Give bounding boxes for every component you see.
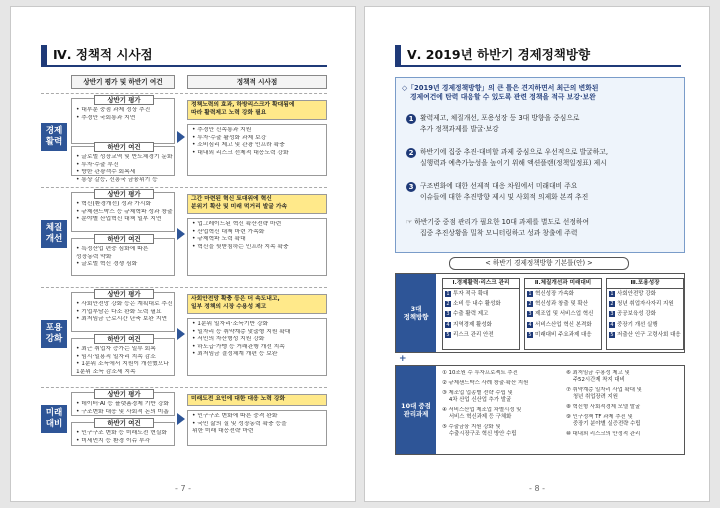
item-number-icon: 4 bbox=[610, 321, 614, 328]
direction-item bbox=[525, 320, 601, 330]
direction-column bbox=[524, 278, 602, 350]
direction-item bbox=[607, 309, 683, 319]
direction-item-text: 미래대비 주요과제 대응 bbox=[535, 331, 592, 338]
outlook-line: • 인구구조 변화 등 미래도전 현실화 bbox=[76, 430, 168, 436]
right-page-number: - 8 - bbox=[529, 484, 545, 493]
evaluation-line: • 최저임금 근로시간 단축 보완 지연 bbox=[76, 316, 168, 323]
core-tasks-right bbox=[566, 370, 684, 454]
core-tasks-left bbox=[442, 370, 562, 454]
implication-box bbox=[187, 318, 327, 376]
core-task-item: ③ 제조업 업종별 전략 수립 및 4차 산업 신산업 추가 발굴 bbox=[442, 390, 513, 403]
item-number-icon: 5 bbox=[446, 331, 450, 338]
implication-line: • 투자·수출 활성화 과제 보강 bbox=[192, 134, 267, 141]
policy-row bbox=[41, 387, 327, 449]
evaluation-line: • 기업부담은 다소 완화 노력 필요 bbox=[76, 308, 162, 315]
core-task-item: ④ 서비스산업 제조업 차별시정 및 서비스 혁신과제 등 구체화 bbox=[442, 407, 522, 420]
core-task-item: ⑥ 최저임금 수용성 제고 및 주52시간제 착지 대비 bbox=[566, 370, 630, 383]
implication-line: • 최저임금 결정체계 개편 등 보완 bbox=[192, 351, 278, 358]
direction-column-header: Ⅲ.포용성장 bbox=[607, 279, 683, 289]
core-task-item: ⑧ 혁신형 사회적경제 모델 발굴 bbox=[566, 404, 641, 410]
core-task-item: ⑤ 수출금융 지원 강화 및 수출시장구조 혁신 방안 수립 bbox=[442, 424, 517, 437]
implication-line: • 1분위 일자리·소득기반 강화 bbox=[192, 321, 269, 327]
outlook-line: • 1분위 소득에서 지원이 개선했으나 bbox=[76, 361, 169, 368]
implication-line: • 일자리 등 취약계층 맞춤형 지원 확대 bbox=[192, 328, 290, 335]
item-number-icon: 5 bbox=[528, 331, 532, 338]
core-tasks-label bbox=[396, 366, 436, 454]
row-label: 체질 개선 bbox=[41, 220, 67, 248]
direction-item-text: 제조업 및 서비스업 혁신 bbox=[535, 311, 594, 318]
outlook-line: • 임시·일용직 일자리 지속 감소 bbox=[76, 353, 156, 360]
implication-line: • 대내외 리스크 선제적 대응노력 강화 bbox=[192, 149, 289, 156]
direction-item bbox=[525, 330, 601, 340]
arrow-icon bbox=[177, 328, 185, 340]
implication-line: • 산업혁신 대책 마련 가속화 bbox=[192, 228, 265, 235]
header-accent-bar bbox=[41, 45, 47, 65]
implication-line: • 서민의 자산형성 지원 강화 bbox=[192, 336, 265, 343]
right-section-title: Ⅴ. 2019년 하반기 경제정책방향 bbox=[407, 47, 591, 62]
row-label: 경제 활력 bbox=[41, 123, 67, 151]
implication-line: • 업그레이드된 혁신 확산전략 마련 bbox=[192, 221, 282, 227]
outlook-line: 1분위 소득 감소세 지속 bbox=[76, 368, 136, 375]
core-task-item: ① 10조원 수 투자프로젝트 추진 bbox=[442, 370, 518, 376]
outlook-line: • 통상 갈등, 신흥국 금융위기 등 bbox=[76, 176, 158, 183]
item-number-icon: 1 bbox=[528, 291, 532, 297]
direction-item-text: 지역경제 활성화 bbox=[453, 321, 492, 328]
framework-title: < 하반기 경제정책방향 기본틀(안) > bbox=[449, 257, 629, 270]
evaluation-line: • 데이터·AI 등 플랫폼경제 기반 강화 bbox=[76, 401, 169, 407]
intro-line-2: 경제여건에 탄력 대응할 수 있도록 관련 정책을 적극 보강·보완 bbox=[410, 93, 596, 101]
core-task-item: ⑨ 인구정책 TF 과제 추진 및 중장기 분야별 실증전략 수립 bbox=[566, 414, 641, 427]
direction-column-header: Ⅱ.체질개선과 미래대비 bbox=[525, 279, 601, 289]
implication-line: • 규제혁파 노력 확대 bbox=[192, 236, 246, 243]
direction-item bbox=[607, 289, 683, 299]
evaluation-lines bbox=[76, 401, 174, 416]
point-2-line-2: 실행력과 예측가능성을 높이기 위해 액션플랜(정책일정표) 제시 bbox=[420, 159, 607, 167]
outlook-lines bbox=[76, 346, 174, 376]
policy-row bbox=[41, 187, 327, 279]
row-label: 미래 대비 bbox=[41, 405, 67, 433]
implication-box bbox=[187, 218, 327, 276]
highlight-line: 사회안전망 확충 등은 더 속도내고, bbox=[191, 296, 280, 302]
outlook-title: 하반기 여건 bbox=[94, 234, 154, 244]
evaluation-line: • 혁신(환경개선) 성과 가시화 bbox=[76, 201, 152, 207]
direction-item bbox=[443, 289, 519, 299]
directions-label-text: 3대 정책방향 bbox=[403, 304, 429, 321]
three-directions-box bbox=[395, 273, 685, 353]
outlook-line: • 특정산업 편중 심화에 따른 bbox=[76, 246, 149, 252]
item-number-icon: 2 bbox=[610, 301, 614, 308]
implication-lines bbox=[192, 413, 290, 436]
direction-item-text: 리스크 관리 안전 bbox=[453, 331, 494, 338]
outlook-line: • 미세먼지 등 환경 이슈 부각 bbox=[76, 437, 151, 444]
direction-column bbox=[606, 278, 684, 350]
header-accent-bar bbox=[395, 45, 401, 65]
item-number-icon: 1 bbox=[610, 291, 614, 297]
direction-item-text: 수출 활력 제고 bbox=[453, 311, 489, 318]
highlight-line: 그간 마련된 혁신 토대위에 혁신 bbox=[191, 196, 272, 202]
core-tasks-label-text: 10대 중점 관리과제 bbox=[401, 401, 431, 418]
implication-box bbox=[187, 410, 327, 446]
outlook-line: • 투자·수출 부진 bbox=[76, 161, 119, 168]
col-header-evaluation: 상반기 평가 및 하반기 여건 bbox=[71, 75, 175, 89]
implication-line: • 하도급·가맹 등 거래관행 개선 지속 bbox=[192, 343, 285, 350]
core-task-item: ② 규제샌드박스 사례 창출·확산 지원 bbox=[442, 380, 529, 386]
evaluation-box bbox=[71, 192, 175, 232]
evaluation-line: • 사회안전망 강화 등은 계획대로 추진 bbox=[76, 301, 173, 307]
direction-item bbox=[607, 299, 683, 309]
outlook-line: 성장동력 약화 bbox=[76, 253, 112, 260]
implication-highlight bbox=[187, 100, 327, 120]
item-number-icon: 3 bbox=[610, 311, 614, 318]
implication-highlight bbox=[187, 294, 327, 314]
core-task-item: ⑩ 대내외 리스크의 안정적 관리 bbox=[566, 431, 641, 437]
outlook-box bbox=[71, 335, 175, 376]
arrow-icon bbox=[177, 131, 185, 143]
implication-line: • 국민 삶의 질 및 성장동력 확충 등을 bbox=[192, 420, 287, 427]
direction-item bbox=[607, 330, 683, 340]
direction-item bbox=[443, 320, 519, 330]
direction-item-text: 투자 적극 확대 bbox=[453, 291, 489, 297]
item-number-icon: 4 bbox=[528, 321, 532, 328]
right-section-header bbox=[395, 43, 681, 67]
implication-highlight bbox=[187, 394, 327, 406]
implication-box bbox=[187, 124, 327, 176]
implication-lines bbox=[192, 221, 290, 251]
note-line-1: ☞ 하반기중 중점 관리가 필요한 10대 과제를 별도로 선정하여 bbox=[406, 218, 590, 226]
outlook-line: • 최근 취업자 증가는 일부 회복 bbox=[76, 346, 156, 352]
implication-highlight bbox=[187, 194, 327, 214]
implication-line: • 인구구조 변화에 따른 중격 완화 bbox=[192, 413, 278, 419]
outlook-title: 하반기 여건 bbox=[94, 142, 154, 152]
direction-item-text: 사회안전망 강화 bbox=[617, 291, 656, 297]
row-label: 포용 강화 bbox=[41, 320, 67, 348]
outlook-box bbox=[71, 419, 175, 446]
note-line-2: 집중 추진상황을 밀착 모니터링하고 성과 창출에 주력 bbox=[420, 229, 578, 237]
direction-item-text: 공공보육성 강화 bbox=[617, 311, 656, 318]
direction-item-text: 저출산 인구 고령사회 대응 bbox=[617, 331, 681, 338]
policy-row bbox=[41, 93, 327, 183]
arrow-icon bbox=[177, 228, 185, 240]
direction-item bbox=[443, 299, 519, 309]
direction-item-text: 소비 등 내수 활성화 bbox=[453, 301, 501, 308]
evaluation-lines bbox=[76, 301, 174, 324]
direction-item-text: 혁신성과 창출 및 확산 bbox=[535, 301, 589, 308]
highlight-line: 미래도전 요인에 대한 대응 노력 강화 bbox=[191, 396, 286, 402]
outlook-lines bbox=[76, 246, 174, 269]
highlight-line: 정책노력의 효과, 하방리스크가 확대됨에 bbox=[191, 102, 295, 108]
direction-column bbox=[442, 278, 520, 350]
right-page bbox=[364, 6, 710, 502]
directions-label bbox=[396, 274, 436, 352]
point-1-bullet: 1 bbox=[406, 114, 416, 124]
evaluation-line: • 구조변화 대응 및 사회적 논의 미흡 bbox=[76, 408, 169, 415]
highlight-line: 일부 정책의 시장 수용성 제고 bbox=[191, 303, 267, 310]
outlook-title: 하반기 여건 bbox=[94, 334, 154, 344]
direction-item bbox=[443, 330, 519, 340]
left-section-title: Ⅳ. 정책적 시사점 bbox=[53, 47, 153, 62]
implication-lines bbox=[192, 127, 290, 157]
highlight-line: 분위기 확산 및 미래 먹거리 발굴 가속 bbox=[191, 203, 288, 210]
direction-column-header: Ⅰ.경제활력·리스크 관리 bbox=[443, 279, 519, 289]
direction-item-text: 중장기 개선 실행 bbox=[617, 321, 658, 328]
evaluation-box bbox=[71, 98, 175, 144]
core-tasks-box bbox=[395, 365, 685, 455]
direction-item bbox=[443, 309, 519, 319]
policy-row bbox=[41, 287, 327, 379]
implication-line: • 소비심리 제고 및 관광 인프라 확충 bbox=[192, 142, 285, 149]
evaluation-line: • 규제샌드박스 등 규제혁파 성과 창출 bbox=[76, 208, 173, 215]
direction-item-text: 서비스산업 혁신 본격화 bbox=[535, 321, 592, 328]
implication-lines bbox=[192, 321, 290, 359]
point-3-line-1: 구조변화에 대한 선제적 대응 차원에서 미래대비 주요 bbox=[420, 182, 578, 190]
evaluation-title: 상반기 평가 bbox=[94, 289, 154, 299]
item-number-icon: 3 bbox=[528, 311, 532, 318]
col-header-implications: 정책적 시사점 bbox=[187, 75, 327, 89]
evaluation-title: 상반기 평가 bbox=[94, 389, 154, 399]
core-task-item: ⑦ 취약계층 일자리 사업 확대 및 청년 취업장려 지원 bbox=[566, 387, 642, 400]
item-number-icon: 1 bbox=[446, 291, 450, 297]
outlook-lines bbox=[76, 430, 174, 445]
left-section-header bbox=[41, 43, 327, 67]
evaluation-title: 상반기 평가 bbox=[94, 95, 154, 105]
direction-item bbox=[525, 299, 601, 309]
summary-box bbox=[395, 77, 685, 253]
outlook-line: • 글로벌 혁신 경쟁 심화 bbox=[76, 261, 138, 268]
direction-item-text: 청년 취업자사자리 지원 bbox=[617, 301, 674, 308]
outlook-box bbox=[71, 143, 175, 183]
outlook-title: 하반기 여건 bbox=[94, 418, 154, 428]
left-page-number: - 7 - bbox=[175, 484, 191, 493]
outlook-lines bbox=[76, 154, 174, 184]
outlook-box bbox=[71, 235, 175, 276]
highlight-line: 따라 활력제고 노력 강화 필요 bbox=[191, 109, 267, 116]
direction-item-text: 혁신성장 가속화 bbox=[535, 291, 574, 297]
direction-item bbox=[525, 309, 601, 319]
arrow-icon bbox=[177, 413, 185, 425]
evaluation-lines bbox=[76, 107, 174, 122]
point-3-bullet: 3 bbox=[406, 182, 416, 192]
point-2-bullet: 2 bbox=[406, 148, 416, 158]
item-number-icon: 5 bbox=[610, 331, 614, 338]
point-1-line-1: 활력제고, 체질개선, 포용성장 등 3대 방향을 중심으로 bbox=[420, 114, 580, 122]
item-number-icon: 3 bbox=[446, 311, 450, 318]
evaluation-title: 상반기 평가 bbox=[94, 189, 154, 199]
evaluation-line: • 분야별 산업혁신 대책 일부 지연 bbox=[76, 216, 162, 223]
direction-item bbox=[607, 320, 683, 330]
evaluation-lines bbox=[76, 201, 174, 224]
implication-line: • 혁신을 뒷받침하는 인프라 지속 확충 bbox=[192, 243, 289, 250]
implication-line: 위한 미래 대응전략 마련 bbox=[192, 428, 254, 435]
implication-line: • 추경안 신속통과 지원 bbox=[192, 127, 252, 133]
outlook-line: • 방한 관광객수 회복세 bbox=[76, 169, 136, 176]
direction-item bbox=[525, 289, 601, 299]
evaluation-line: • 추경안 국회통과 지연 bbox=[76, 114, 136, 121]
item-number-icon: 2 bbox=[528, 301, 532, 308]
plus-icon: + bbox=[399, 354, 407, 364]
evaluation-box bbox=[71, 392, 175, 416]
point-3-line-2: 이슈들에 대한 추진방향 제시 및 사회적 의제화 본격 추진 bbox=[420, 193, 589, 201]
outlook-line: • 글로벌 성장교역 및 반도체경기 둔화 bbox=[76, 154, 173, 160]
point-1-line-2: 추가 정책과제를 발굴·보강 bbox=[420, 125, 499, 133]
item-number-icon: 4 bbox=[446, 321, 450, 328]
evaluation-line: • 대부분 중점 과제 정상 추진 bbox=[76, 107, 151, 113]
item-number-icon: 2 bbox=[446, 301, 450, 308]
point-2-line-1: 하반기에 집중 추진·대비할 과제 중심으로 우선적으로 발굴하고, bbox=[420, 148, 608, 156]
left-page bbox=[10, 6, 356, 502]
intro-line-1: ◇「2019년 경제정책방향」의 큰 틀은 견지하면서 최근의 변화된 bbox=[402, 84, 599, 92]
evaluation-box bbox=[71, 292, 175, 332]
